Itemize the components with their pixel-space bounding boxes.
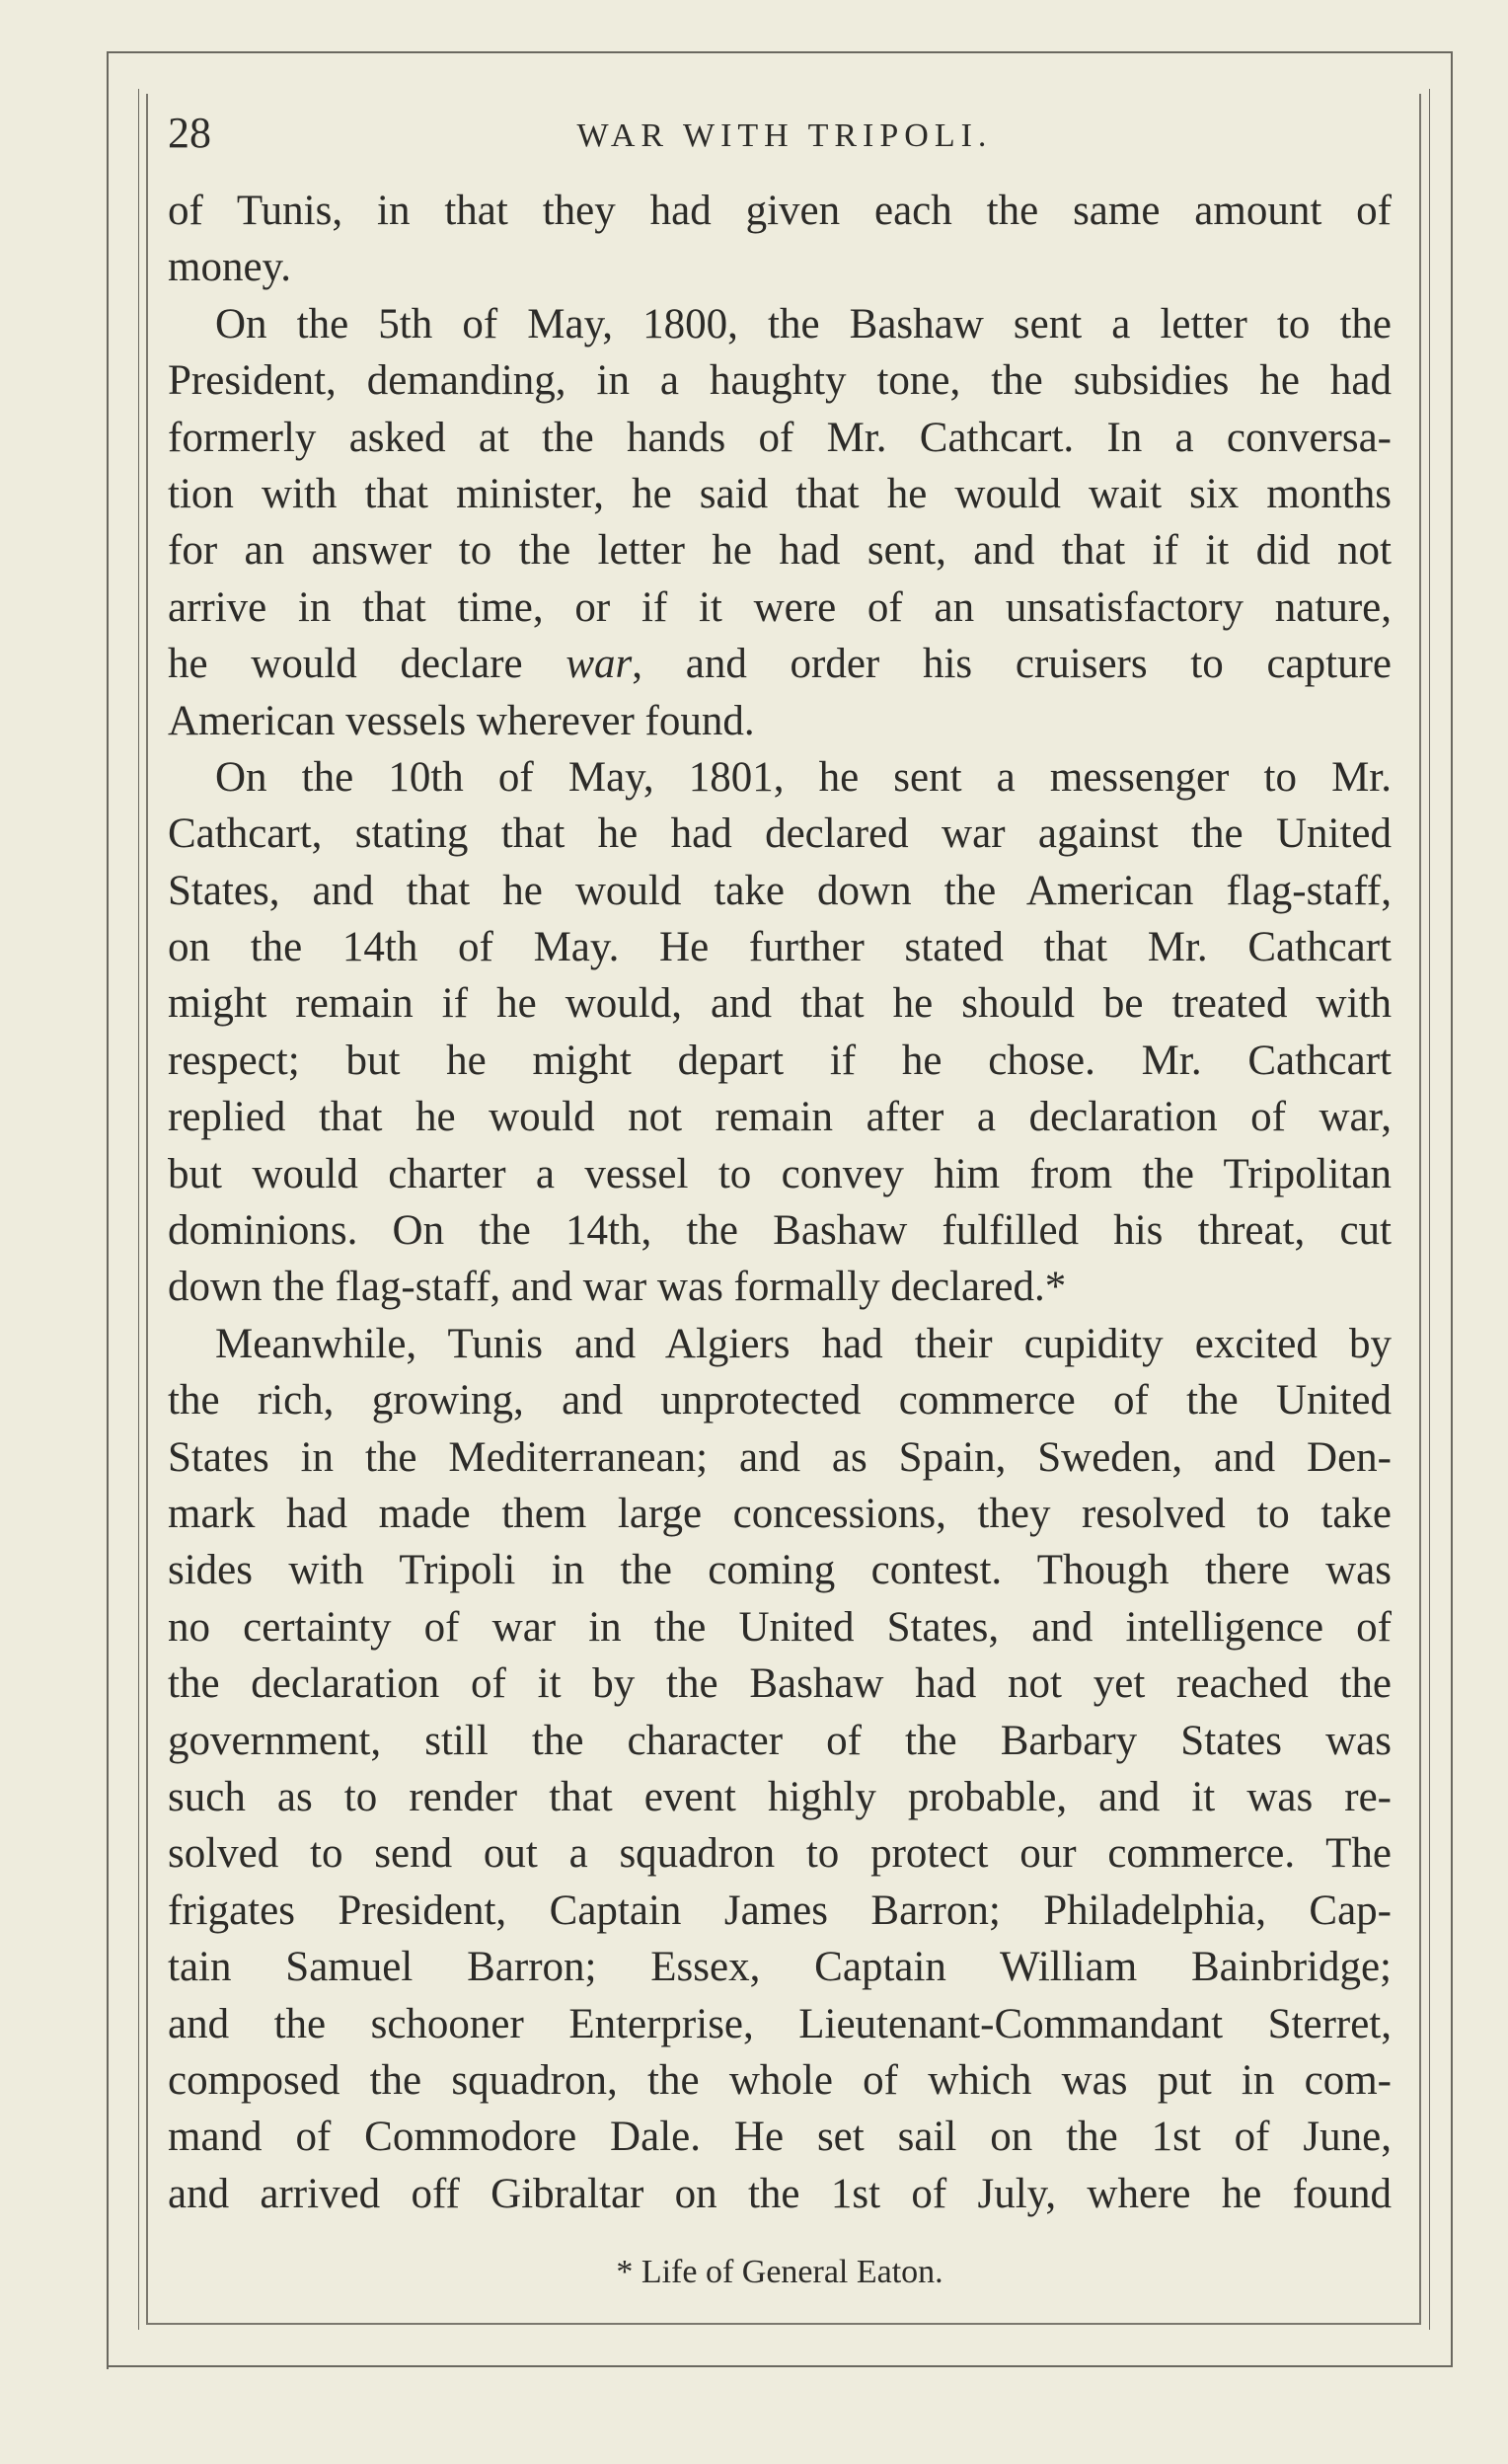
inner-right-rule: [1429, 89, 1430, 2330]
page-header: [168, 109, 1401, 171]
text-line: President, demanding, in a haughty tone, the subsidies he had: [168, 357, 1392, 405]
page-body: [146, 94, 1421, 2325]
text-line: government, still the character of the Barbary States was: [168, 1717, 1392, 1764]
text-line: might remain if he would, and that he should be treated with: [168, 980, 1392, 1028]
text-line: money.: [168, 244, 291, 291]
text-line: frigates President, Captain James Barron; Philadelphia, Cap-: [168, 1886, 1392, 1934]
text-line: composed the squadron, the whole of which was put in com-: [168, 2056, 1392, 2104]
text-line: arrive in that time, or if it were of an unsatisfactory nature,: [168, 583, 1392, 631]
text-line: On the 5th of May, 1800, the Bashaw sent a letter to the: [215, 300, 1392, 347]
text-line: the declaration of it by the Bashaw had not yet reached the: [168, 1660, 1392, 1708]
text-line: Cathcart, stating that he had declared war against the United: [168, 810, 1392, 858]
text-line: the rich, growing, and unprotected commerce of the United: [168, 1377, 1392, 1424]
text-line: On the 10th of May, 1801, he sent a messenger to Mr.: [215, 753, 1392, 801]
text-line: dominions. On the 14th, the Bashaw fulfilled his threat, cut: [168, 1207, 1392, 1255]
emphasis-war: war: [566, 641, 633, 688]
body-text: [168, 183, 1392, 2222]
text-line: American vessels wherever found.: [168, 697, 755, 744]
footnote: * Life of General Eaton.: [616, 2254, 943, 2290]
text-line: but would charter a vessel to convey him from the Tripolitan: [168, 1150, 1392, 1197]
text-line: on the 14th of May. He further stated that Mr. Cathcart: [168, 924, 1392, 971]
text-segment: he would declare: [168, 641, 566, 688]
text-line: tain Samuel Barron; Essex, Captain William Bainbridge;: [168, 1944, 1392, 1991]
text-line: replied that he would not remain after a declaration of war,: [168, 1094, 1392, 1141]
text-line: no certainty of war in the United States, and intelligence of: [168, 1603, 1392, 1651]
text-line: such as to render that event highly probable, and it was re-: [168, 1773, 1392, 1820]
text-line: mand of Commodore Dale. He set sail on the 1st of June,: [168, 2114, 1392, 2161]
text-line: formerly asked at the hands of Mr. Cathcart. In a conversa-: [168, 414, 1392, 461]
text-line: of Tunis, in that they had given each the same amount of: [168, 188, 1392, 234]
text-line: and the schooner Enterprise, Lieutenant-Commandant Sterret,: [168, 2000, 1392, 2047]
text-line: solved to send out a squadron to protect our commerce. The: [168, 1830, 1392, 1878]
text-line: down the flag-staff, and war was formally declared.*: [168, 1264, 1067, 1311]
text-line: for an answer to the letter he had sent, and that if it did not: [168, 527, 1392, 575]
text-line: and arrived off Gibraltar on the 1st of July, where he found: [168, 2170, 1392, 2217]
page-number: 28: [168, 109, 211, 157]
text-line: mark had made them large concessions, they resolved to take: [168, 1490, 1392, 1537]
text-line: tion with that minister, he said that he would wait six months: [168, 470, 1392, 517]
text-line: States in the Mediterranean; and as Spain, Sweden, and Den-: [168, 1433, 1392, 1481]
text-line: sides with Tripoli in the coming contest. Though there was: [168, 1547, 1392, 1594]
right-edge-rule: [1451, 51, 1453, 2367]
text-line: respect; but he might depart if he chose. Mr. Cathcart: [168, 1037, 1392, 1084]
inner-left-rule: [138, 89, 139, 2330]
text-line: [168, 636, 1392, 692]
bottom-edge-rule: [107, 2365, 1453, 2367]
text-segment: , and order his cruisers to capture: [632, 641, 1392, 688]
running-title: WAR WITH TRIPOLI.: [576, 117, 993, 154]
text-line: States, and that he would take down the American flag-staff,: [168, 867, 1392, 914]
text-line: Meanwhile, Tunis and Algiers had their cupidity excited by: [215, 1320, 1392, 1367]
